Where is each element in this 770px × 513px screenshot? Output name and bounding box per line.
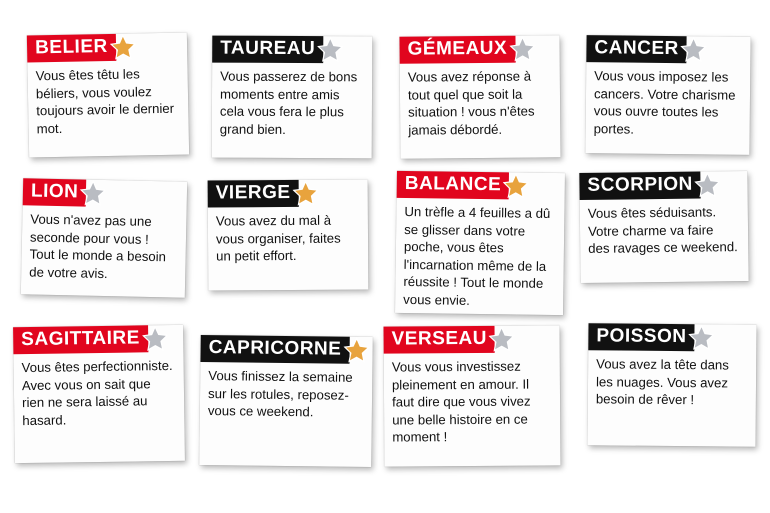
- star-icon: [695, 171, 721, 197]
- card-inner: [395, 171, 565, 315]
- horoscope-card-cancer[interactable]: [585, 35, 750, 155]
- card-header: [27, 32, 187, 61]
- card-header: [397, 171, 565, 199]
- card-header: [200, 335, 372, 363]
- star-icon: [681, 36, 707, 62]
- card-body-text: Vous n'avez pas une seconde pour vous ! Tout le monde a besoin de votre avis.: [29, 211, 167, 281]
- card-body-text: Vous avez du mal à vous organiser, faites un petit effort.: [215, 212, 341, 264]
- card-header: [399, 35, 559, 62]
- horoscope-card-lion[interactable]: [21, 178, 187, 297]
- card-body-text: Vous êtes perfectionniste. Avec vous on sait que rien ne sera laissé au hasard.: [21, 357, 173, 428]
- sign-name-label: LION: [23, 178, 87, 206]
- sign-name-label: POISSON: [588, 323, 694, 351]
- card-inner: [579, 171, 748, 283]
- horoscope-card-verseau[interactable]: [384, 325, 561, 466]
- horoscope-card-balance[interactable]: [395, 171, 565, 315]
- card-header: [384, 325, 560, 352]
- card-inner: [13, 325, 185, 463]
- star-icon: [688, 324, 714, 350]
- sign-name-label: SCORPION: [579, 171, 701, 199]
- card-header: [13, 325, 183, 353]
- star-icon: [110, 33, 136, 59]
- sign-name-label: SAGITTAIRE: [13, 325, 148, 354]
- sign-name-label: BELIER: [27, 33, 116, 62]
- card-header: [586, 35, 750, 63]
- card-header: [208, 179, 368, 206]
- sign-name-label: VIERGE: [208, 179, 299, 207]
- horoscope-card-poisson[interactable]: [587, 323, 756, 446]
- card-inner: [208, 179, 369, 290]
- horoscope-card-vierge[interactable]: [208, 179, 369, 290]
- star-icon: [489, 326, 515, 352]
- horoscope-card-belier[interactable]: [27, 32, 189, 157]
- horoscope-card-scorpion[interactable]: [579, 171, 748, 283]
- card-body-text: Vous avez la tête dans les nuages. Vous avez besoin de rêver !: [595, 356, 729, 408]
- star-icon: [509, 36, 535, 62]
- card-body-text: Vous vous imposez les cancers. Votre charisme vous ouvre toutes les portes.: [593, 68, 736, 137]
- card-body-text: Vous finissez la semaine sur les rotules, reposez-vous ce weekend.: [207, 368, 353, 420]
- horoscope-card-gemeaux[interactable]: [399, 35, 560, 158]
- sign-name-label: BALANCE: [397, 170, 510, 199]
- card-header: [588, 323, 756, 350]
- card-inner: [587, 323, 756, 446]
- horoscope-card-taureau[interactable]: [212, 36, 373, 159]
- card-header: [212, 36, 372, 63]
- horoscope-card-sagittaire[interactable]: [13, 325, 185, 463]
- horoscope-card-capricorne[interactable]: [199, 335, 373, 467]
- card-inner: [212, 36, 373, 159]
- card-inner: [199, 335, 373, 467]
- sign-name-label: TAUREAU: [212, 35, 323, 63]
- card-body-text: Vous êtes séduisants. Votre charme va faire des ravages ce weekend.: [587, 204, 738, 256]
- star-icon: [343, 337, 369, 363]
- card-inner: [384, 325, 561, 466]
- card-body-text: Vous êtes têtu les béliers, vous voulez toujours avoir le dernier mot.: [35, 66, 175, 136]
- card-inner: [399, 35, 560, 158]
- sign-name-label: CAPRICORNE: [200, 334, 349, 363]
- card-body-text: Vous passerez de bons moments entre amis cela vous fera le plus grand bien.: [219, 68, 358, 137]
- star-icon: [80, 179, 107, 206]
- sign-name-label: VERSEAU: [384, 325, 496, 353]
- card-header: [23, 178, 188, 207]
- star-icon: [142, 325, 168, 351]
- card-body-text: Un trèfle a 4 feuilles a dû se glisser dans votre poche, vous êtes l'incarnation même de la réussite ! Tout le monde vous envie.: [403, 203, 551, 308]
- sign-name-label: CANCER: [586, 35, 687, 63]
- card-body-text: Vous vous investissez pleinement en amour. Il faut dire que vous vivez une belle histoire en ce moment !: [391, 358, 531, 445]
- card-body-text: Vous avez réponse à tout quel que soit la situation ! vous n'êtes jamais débordé.: [407, 68, 535, 138]
- star-icon: [317, 36, 343, 62]
- card-inner: [21, 178, 187, 297]
- card-header: [579, 171, 747, 199]
- star-icon: [503, 172, 529, 198]
- star-icon: [292, 180, 318, 206]
- sign-name-label: GÉMEAUX: [399, 35, 515, 63]
- card-inner: [27, 32, 189, 157]
- card-inner: [585, 35, 750, 155]
